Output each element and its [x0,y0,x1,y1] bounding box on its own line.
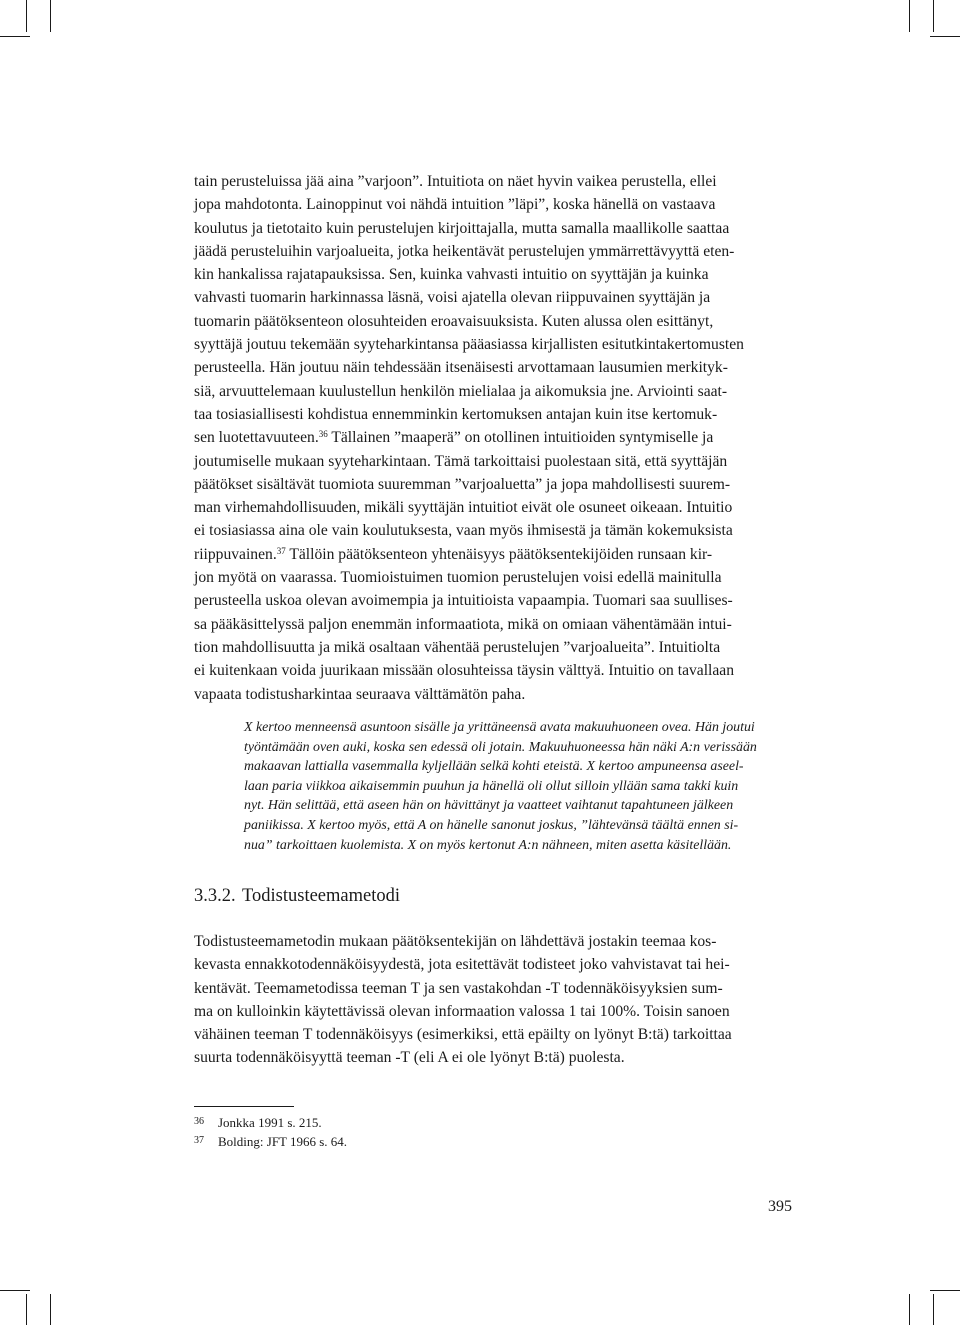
quote-line: nyt. Hän selittää, että aseen hän on hävittänyt ja vaatteet vaihtanut tapahtuneen jälkeen [244,798,734,814]
text-line: perusteella uskoa olevan avoimempia ja intuitioista vapaampia. Tuomari saa suullises- [194,592,733,610]
crop-mark [933,0,934,32]
text-segment: sen luotettavuuteen. [194,429,319,447]
footnote [194,1132,347,1151]
section-number: 3.3.2. [194,886,236,906]
body-paragraph-1 [194,170,794,706]
text-segment: Tällöin päätöksenteon yhtenäisyys päätöksentekijöiden runsaan kir- [285,545,713,563]
quote-line: työntämään oven auki, koska sen edessä oli jotain. Makuuhuoneessa hän näki A:n verissään [244,739,757,755]
text-line: koulutus ja tietotaito kuin perustelujen kirjoittajalla, mutta samalla maallikolle saattaa [194,219,730,237]
footnotes [194,1113,347,1150]
text-line: vahvasti tuomarin harkinnassa läsnä, voisi ajatella olevan riippuvainen syyttäjän ja [194,289,711,307]
text-line: ei kuitenkaan voida juurikaan missään olosuhteissa täysin välttyä. Intuitio on tavallaan [194,662,735,680]
quote-line: X kertoo menneensä asuntoon sisälle ja yrittäneensä avata makuuhuoneen ovea. Hän joutui [244,720,755,735]
footnote-reference[interactable]: 37 [276,545,286,556]
crop-mark [933,1294,934,1325]
block-quote [244,718,794,855]
text-line: kentävät. Teemametodissa teeman T ja sen vastakohdan -T todennäköisyyksien sum- [194,979,723,997]
text-line: vapaata todistusharkintaa seuraava välttämätön paha. [194,685,526,703]
footnote-text: Jonkka 1991 s. 215. [218,1115,322,1130]
text-line: kin hankalissa rajatapauksissa. Sen, kuinka vahvasti intuitio on syyttäjän ja kuinka [194,266,709,284]
text-segment: Tällainen ”maaperä” on otollinen intuitioiden syntymiselle ja [327,429,714,447]
section-title: Todistusteemametodi [242,886,400,906]
footnote-divider [194,1106,294,1107]
text-line: kevasta ennakkotodennäköisyydestä, jota esitettävät todisteet joko vahvistavat tai hei- [194,956,730,974]
quote-line: paniikissa. X kertoo myös, että A on hänelle sanonut joskus, ”lähtevänsä täältä ennen si- [244,817,739,833]
text-line: taa tosiasiallisesti kohdistua ennemminkin kertomuksen antajan kuin itse kertomuk- [194,405,718,423]
text-line: perusteella. Hän joutuu näin tehdessään itsenäisesti arvottamaan lausumien merkityk- [194,359,728,377]
crop-mark [50,1294,51,1325]
text-line: jopa mahdotonta. Lainoppinut voi nähdä intuition ”läpi”, koska hänellä on vastaava [194,196,716,214]
crop-mark [909,0,910,32]
text-line: tain perusteluissa jää aina ”varjoon”. Intuitiota on näet hyvin vaikea perustella, ellei [194,173,717,190]
text-line: man virhemahdollisuuden, mikäli syyttäjän intuitiot eivät ole osuneet oikeaan. Intuitio [194,499,733,517]
crop-mark [930,36,960,37]
text-line: sa pääkäsittelyssä paljon enemmän informaatiota, mikä on omiaan vähentämään intui- [194,615,732,633]
text-line: joutumiselle mukaan syyteharkintaan. Tämä tarkoittaisi puolestaan sitä, että syyttäjän [194,452,728,470]
text-line: ma on kulloinkin käytettävissä olevan informaation valossa 1 tai 100%. Toisin sanoen [194,1002,730,1020]
text-line: tuomarin päätöksenteon olosuhteiden eroavaisuuksista. Kuten alussa olen esittänyt, [194,312,714,330]
text-line: tion mahdollisuutta ja mikä osaltaan vähentää perustelujen ”varjoalueita”. Intuitiolta [194,638,721,656]
text-line: jon myötä on vaarassa. Tuomioistuimen tuomion perustelujen voisi edellä mainitulla [194,569,722,587]
crop-mark [0,36,30,37]
footnote-number: 36 [194,1116,204,1127]
footnote-number: 37 [194,1134,204,1146]
text-line [194,543,794,566]
quote-line: makaavan lattialla vasemmalla kyljellään selkä kohti eteistä. X kertoo ampuneensa aseel- [244,759,744,775]
text-line: päätökset sisältävät tuomiota suuremman ”varjoaluetta” ja jopa mahdollisesti suurem- [194,475,731,493]
footnote [194,1113,347,1132]
text-line: vähäinen teeman T todennäköisyys (esimerkiksi, että epäilty on lyönyt B:tä) tarkoittaa [194,1026,732,1044]
footnote-reference[interactable]: 36 [318,429,328,440]
crop-mark [26,0,27,32]
quote-line: laan paria viikkoa aikaisemmin puuhun ja hänellä oli ollut silloin yllään sama takki kuin [244,778,739,794]
body-paragraph-2 [194,930,794,1070]
text-line: Todistusteemametodin mukaan päätöksentekijän on lähdettävä jostakin teemaa kos- [194,933,717,950]
crop-mark [50,0,51,32]
text-line: syyttäjä joutuu tekemään syyteharkintansa pääasiassa kirjallisten esitutkintakertomusten [194,336,744,354]
text-line [194,426,794,449]
text-line: ei tosiasiassa aina ole vain koulutuksesta, vaan myös ihmisestä ja tämän kokemuksista [194,522,733,540]
text-segment: riippuvainen. [194,545,277,563]
text-line: siä, arvuuttelemaan kuulustellun henkilön mielialaa ja aikomuksia jne. Arviointi saat- [194,382,728,400]
text-line: suurta todennäköisyyttä teeman -T (eli A ei ole lyönyt B:tä) puolesta. [194,1049,625,1067]
section-heading [194,883,400,909]
crop-mark [909,1294,910,1325]
text-line: jäädä perusteluihin varjoalueita, jotka heikentävät perustelujen ymmärrettävyyttä eten- [194,242,735,260]
crop-mark [0,1290,30,1291]
quote-line: nua” tarkoittaen kuolemista. X on myös kertonut A:n nähneen, miten asetta käsitellään. [244,837,732,853]
footnote-text: Bolding: JFT 1966 s. 64. [218,1133,348,1149]
page-number: 395 [768,1198,792,1215]
crop-mark [26,1294,27,1325]
crop-mark [930,1290,960,1291]
